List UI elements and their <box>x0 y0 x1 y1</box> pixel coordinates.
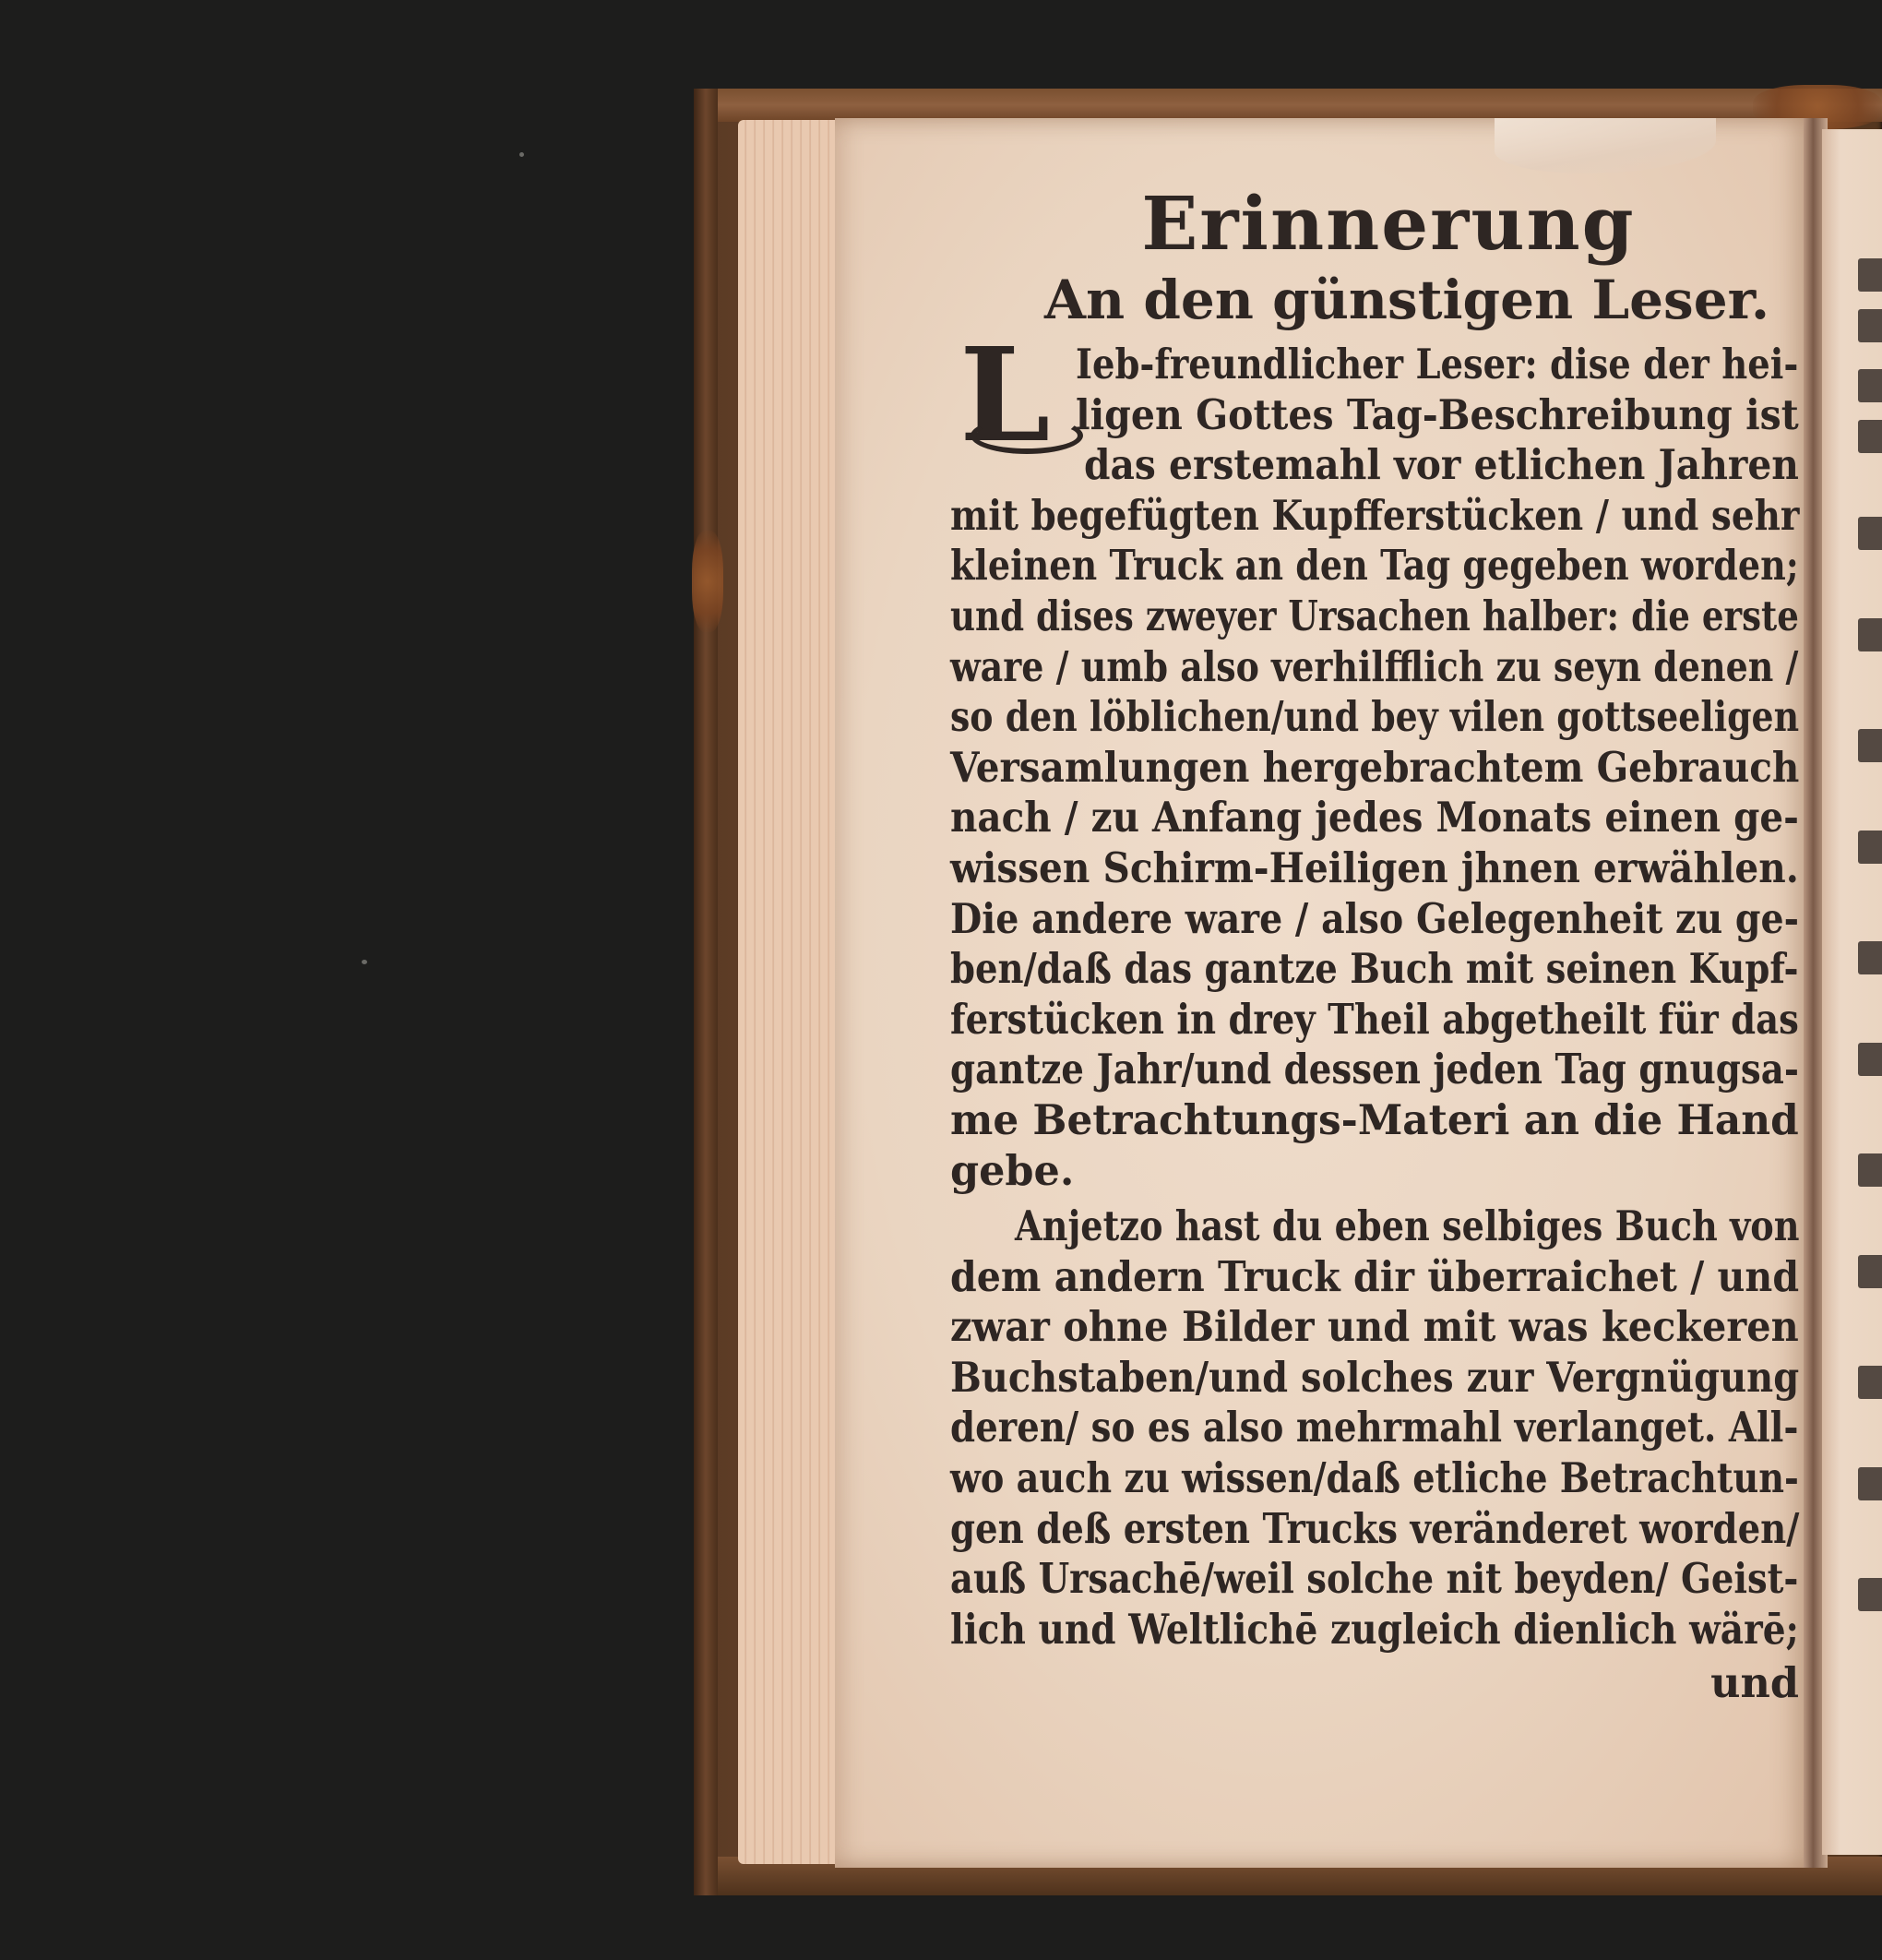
text-line: Die andere ware / also Gelegenheit zu ge- <box>950 894 1800 943</box>
text-line: wo auch zu wissen/daß etliche Betrachtun- <box>950 1454 1799 1503</box>
text-line: ware / umb also verhilfflich zu seyn denen / <box>950 642 1799 691</box>
facing-page-glyph <box>1858 258 1882 292</box>
page-subheading: An den günstigen Leser. <box>1043 269 1770 331</box>
text-line: Ieb-freundlicher Leser: dise der hei- <box>1076 341 1799 388</box>
facing-page-glyph <box>1858 1578 1882 1611</box>
page-heading: Erinnerung <box>1141 180 1636 267</box>
facing-page-glyph <box>1858 1366 1882 1399</box>
facing-page-glyph <box>1858 369 1882 402</box>
text-line: Versamlungen hergebrachtem Gebrauch <box>950 743 1800 792</box>
dust-speck <box>362 960 367 964</box>
text-line: Buchstaben/und solches zur Vergnügung <box>950 1353 1800 1402</box>
text-line: lich und Weltlichē zugleich dienlich wärē; <box>950 1605 1799 1654</box>
facing-page-glyph <box>1858 729 1882 762</box>
paragraph-2 <box>950 1201 1808 1709</box>
binding-damage <box>692 531 723 632</box>
facing-page-glyph <box>1858 1043 1882 1076</box>
facing-page-glyph <box>1858 618 1882 651</box>
text-line: me Betrachtungs-Materi an die Hand <box>950 1095 1799 1144</box>
cover-top-edge <box>701 89 1882 122</box>
text-line: kleinen Truck an den Tag gegeben worden; <box>950 542 1799 591</box>
facing-page-glyph <box>1858 1255 1882 1288</box>
text-line: gen deß ersten Trucks veränderet worden/ <box>950 1504 1800 1553</box>
text-line: und dises zweyer Ursachen halber: die erste <box>950 592 1799 640</box>
facing-page-glyph <box>1858 831 1882 864</box>
text-line: dem andern Truck dir überraichet / und <box>950 1252 1800 1301</box>
text-line: Anjetzo hast du eben selbiges Buch von <box>1015 1202 1800 1251</box>
dust-speck <box>519 152 524 157</box>
text-line: so den löblichen/und bey vilen gottseeligen <box>950 693 1800 742</box>
facing-page-glyph <box>1858 1467 1882 1500</box>
text-line: ben/daß das gantze Buch mit seinen Kupf- <box>950 945 1799 994</box>
text-line: das erstemahl vor etlichen Jahren <box>1084 441 1799 490</box>
text-line: ferstücken in drey Theil abgetheilt für das <box>950 995 1799 1044</box>
text-line: gantze Jahr/und dessen jeden Tag gnugsa- <box>950 1046 1799 1094</box>
book-spine-edge <box>694 89 718 1895</box>
facing-page-glyph <box>1858 1153 1882 1187</box>
text-line: zwar ohne Bilder und mit was keckeren <box>950 1303 1799 1352</box>
text-line: wissen Schirm-Heiligen jhnen erwählen. <box>950 843 1799 892</box>
text-line: auß Ursachē/weil solche nit beyden/ Geist- <box>950 1555 1799 1604</box>
facing-page-glyph <box>1858 309 1882 342</box>
page-text <box>950 180 1808 1709</box>
facing-page-glyph <box>1858 420 1882 453</box>
text-line: mit begefügten Kupfferstücken / und sehr <box>950 491 1800 540</box>
paragraph-1 <box>950 320 1808 1196</box>
facing-page-glyph <box>1858 941 1882 974</box>
text-line: gebe. <box>950 1146 1075 1195</box>
facing-page-glyph <box>1858 517 1882 550</box>
text-line: deren/ so es also mehrmahl verlanget. All- <box>950 1404 1799 1452</box>
drop-cap: L <box>959 320 1051 472</box>
text-line: nach / zu Anfang jedes Monats einen ge- <box>950 794 1799 843</box>
catchword: und <box>1710 1659 1799 1708</box>
text-line: ligen Gottes Tag-Beschreibung ist <box>1076 390 1799 439</box>
